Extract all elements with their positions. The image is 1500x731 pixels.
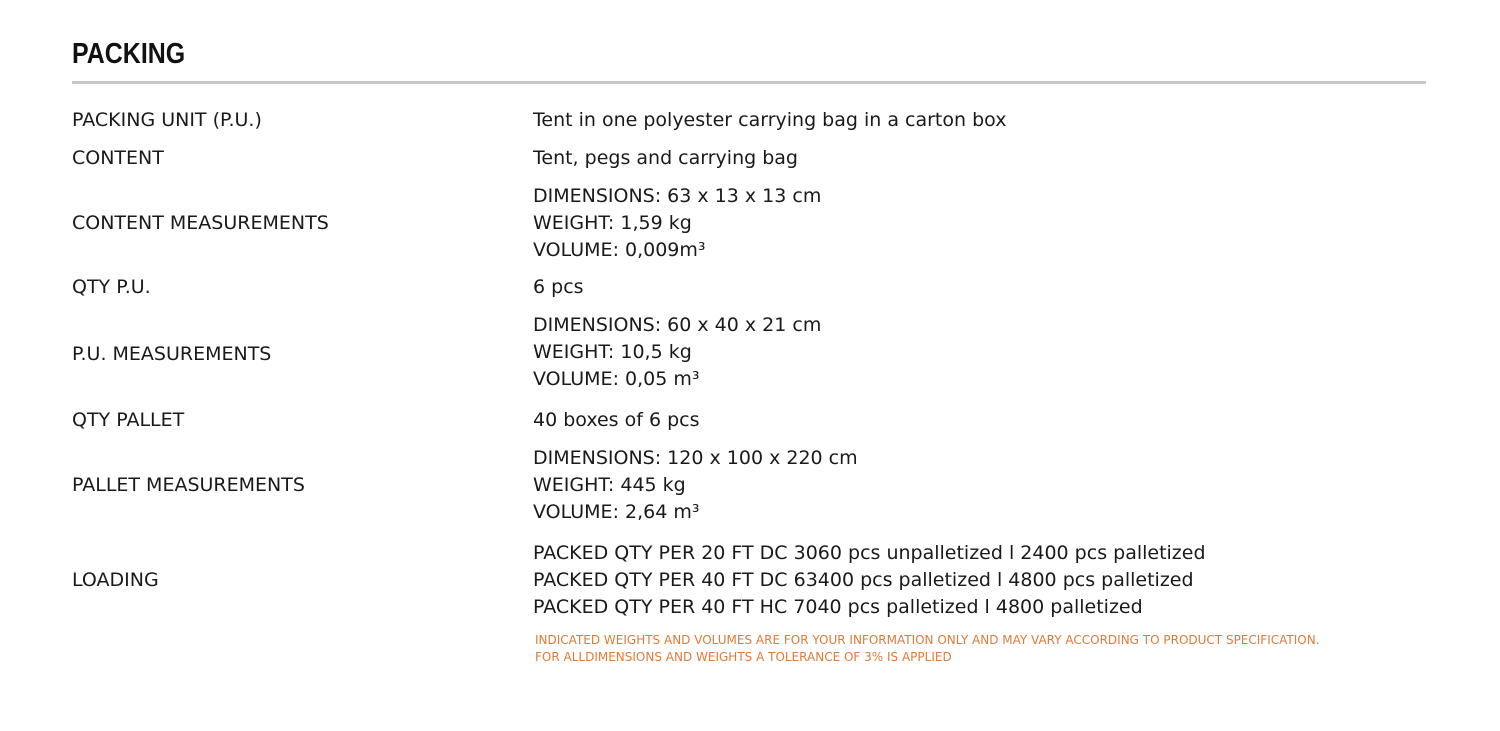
disclaimer-note	[535, 632, 1320, 666]
spec-label: CONTENT MEASUREMENTS	[72, 212, 329, 234]
spec-values	[533, 407, 700, 434]
spec-values	[533, 145, 798, 172]
spec-value-line: Tent, pegs and carrying bag	[533, 147, 798, 169]
title-divider	[72, 81, 1426, 84]
spec-value-line: VOLUME: 0,009m³	[533, 239, 706, 261]
spec-value-line: Tent in one polyester carrying bag in a carton box	[533, 109, 1007, 131]
spec-values	[533, 274, 584, 301]
spec-value-line: 6 pcs	[533, 276, 584, 298]
spec-value-line: 40 boxes of 6 pcs	[533, 409, 700, 431]
spec-value-line: DIMENSIONS: 120 x 100 x 220 cm	[533, 447, 858, 469]
spec-value-line: VOLUME: 0,05 m³	[533, 368, 700, 390]
spec-values	[533, 540, 1206, 621]
spec-value-line: WEIGHT: 445 kg	[533, 474, 686, 496]
spec-value-line: DIMENSIONS: 63 x 13 x 13 cm	[533, 185, 822, 207]
spec-values	[533, 445, 858, 526]
spec-label: LOADING	[72, 569, 159, 591]
spec-label: QTY PALLET	[72, 409, 185, 431]
spec-value-line: WEIGHT: 1,59 kg	[533, 212, 692, 234]
spec-values	[533, 107, 1006, 134]
spec-label: P.U. MEASUREMENTS	[72, 343, 272, 365]
spec-label: PALLET MEASUREMENTS	[72, 474, 305, 496]
spec-value-line: PACKED QTY PER 40 FT HC 7040 pcs palletized l 4800 palletized	[533, 596, 1143, 618]
spec-label: QTY P.U.	[72, 276, 151, 298]
spec-value-line: PACKED QTY PER 20 FT DC 3060 pcs unpalletized l 2400 pcs palletized	[533, 542, 1206, 564]
page-title: PACKING	[72, 38, 186, 70]
spec-label: PACKING UNIT (P.U.)	[72, 109, 262, 131]
spec-values	[533, 312, 821, 393]
spec-value-line: DIMENSIONS: 60 x 40 x 21 cm	[533, 314, 822, 336]
disclaimer-line: FOR ALLDIMENSIONS AND WEIGHTS A TOLERANCE OF 3% IS APPLIED	[535, 650, 952, 664]
disclaimer-line: INDICATED WEIGHTS AND VOLUMES ARE FOR YOUR INFORMATION ONLY AND MAY VARY ACCORDING TO PRODUCT SPECIFICATION.	[535, 633, 1320, 647]
spec-value-line: PACKED QTY PER 40 FT DC 63400 pcs palletized l 4800 pcs palletized	[533, 569, 1194, 591]
spec-values	[533, 183, 821, 264]
spec-label: CONTENT	[72, 147, 164, 169]
spec-value-line: VOLUME: 2,64 m³	[533, 501, 700, 523]
spec-value-line: WEIGHT: 10,5 kg	[533, 341, 692, 363]
